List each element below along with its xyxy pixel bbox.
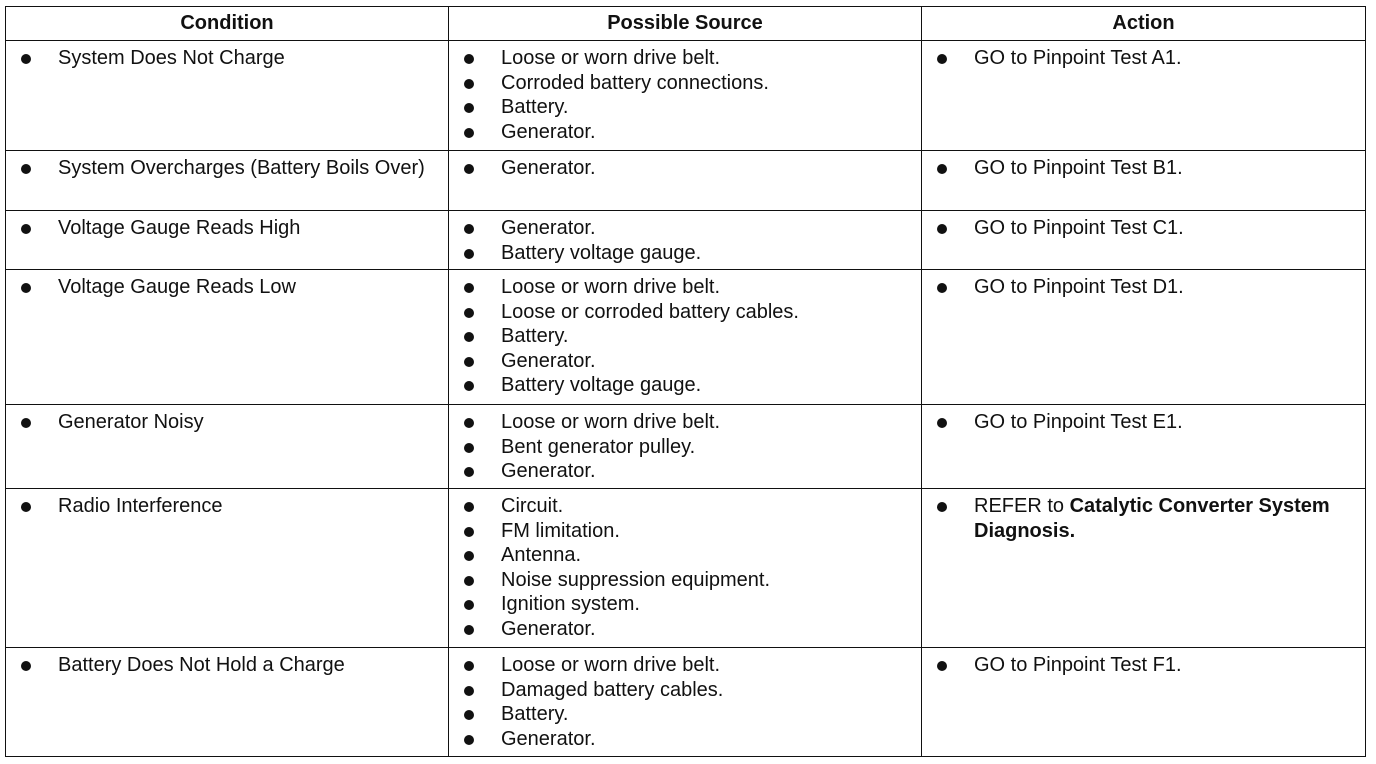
table-row (6, 405, 1366, 489)
condition-text: Voltage Gauge Reads High (14, 216, 442, 241)
action-text (930, 653, 1359, 678)
condition-cell (6, 489, 449, 648)
table-row (6, 270, 1366, 405)
source-item: Ignition system. (457, 592, 915, 617)
source-item: Loose or corroded battery cables. (457, 300, 915, 325)
action-cell (922, 405, 1366, 489)
possible-source-cell (449, 151, 922, 211)
source-item: Battery. (457, 702, 915, 727)
possible-source-cell (449, 41, 922, 151)
source-item: Generator. (457, 216, 915, 241)
action-instruction: GO to Pinpoint Test C1. (974, 217, 1184, 239)
action-text (930, 216, 1359, 241)
action-text (930, 494, 1359, 543)
source-item: Battery. (457, 95, 915, 120)
source-item: Loose or worn drive belt. (457, 275, 915, 300)
action-instruction: GO to Pinpoint Test D1. (974, 276, 1184, 298)
condition-cell (6, 405, 449, 489)
action-instruction: GO to Pinpoint Test F1. (974, 654, 1182, 676)
source-item: Loose or worn drive belt. (457, 46, 915, 71)
action-instruction: GO to Pinpoint Test E1. (974, 411, 1183, 433)
possible-source-cell (449, 489, 922, 648)
action-instruction: REFER to (974, 495, 1070, 517)
source-item: Loose or worn drive belt. (457, 410, 915, 435)
source-item: Bent generator pulley. (457, 435, 915, 460)
possible-source-cell (449, 270, 922, 405)
source-item: Generator. (457, 120, 915, 145)
source-item: FM limitation. (457, 519, 915, 544)
condition-cell (6, 211, 449, 270)
source-item: Generator. (457, 349, 915, 374)
condition-text: Battery Does Not Hold a Charge (14, 653, 442, 678)
action-cell (922, 41, 1366, 151)
condition-cell (6, 151, 449, 211)
condition-cell (6, 270, 449, 405)
condition-text: System Does Not Charge (14, 46, 442, 71)
possible-source-cell (449, 405, 922, 489)
action-cell (922, 151, 1366, 211)
table-row (6, 489, 1366, 648)
condition-cell (6, 41, 449, 151)
source-item: Generator. (457, 727, 915, 752)
action-instruction: GO to Pinpoint Test A1. (974, 47, 1182, 69)
action-cell (922, 211, 1366, 270)
action-text (930, 156, 1359, 181)
condition-text: Radio Interference (14, 494, 442, 519)
source-item: Corroded battery connections. (457, 71, 915, 96)
action-cell (922, 489, 1366, 648)
possible-source-cell (449, 211, 922, 270)
action-text (930, 410, 1359, 435)
action-text (930, 46, 1359, 71)
condition-text: System Overcharges (Battery Boils Over) (14, 156, 442, 181)
table-row (6, 41, 1366, 151)
table-body (6, 41, 1366, 757)
source-item: Generator. (457, 156, 915, 181)
source-item: Circuit. (457, 494, 915, 519)
possible-source-cell (449, 648, 922, 757)
possible-source-header: Possible Source (449, 7, 922, 41)
diagnosis-table (5, 6, 1366, 757)
action-header: Action (922, 7, 1366, 41)
header-row (6, 7, 1366, 41)
table-row (6, 648, 1366, 757)
condition-text: Voltage Gauge Reads Low (14, 275, 442, 300)
source-item: Antenna. (457, 543, 915, 568)
source-item: Loose or worn drive belt. (457, 653, 915, 678)
table-row (6, 151, 1366, 211)
source-item: Generator. (457, 459, 915, 484)
source-item: Battery. (457, 324, 915, 349)
action-cell (922, 648, 1366, 757)
table-row (6, 211, 1366, 270)
action-cell (922, 270, 1366, 405)
condition-cell (6, 648, 449, 757)
source-item: Generator. (457, 617, 915, 642)
action-reference: Catalytic Converter System Diagnosis. (974, 495, 1330, 542)
action-text (930, 275, 1359, 300)
source-item: Battery voltage gauge. (457, 241, 915, 266)
source-item: Damaged battery cables. (457, 678, 915, 703)
source-item: Battery voltage gauge. (457, 373, 915, 398)
action-instruction: GO to Pinpoint Test B1. (974, 157, 1183, 179)
condition-text: Generator Noisy (14, 410, 442, 435)
condition-header: Condition (6, 7, 449, 41)
source-item: Noise suppression equipment. (457, 568, 915, 593)
